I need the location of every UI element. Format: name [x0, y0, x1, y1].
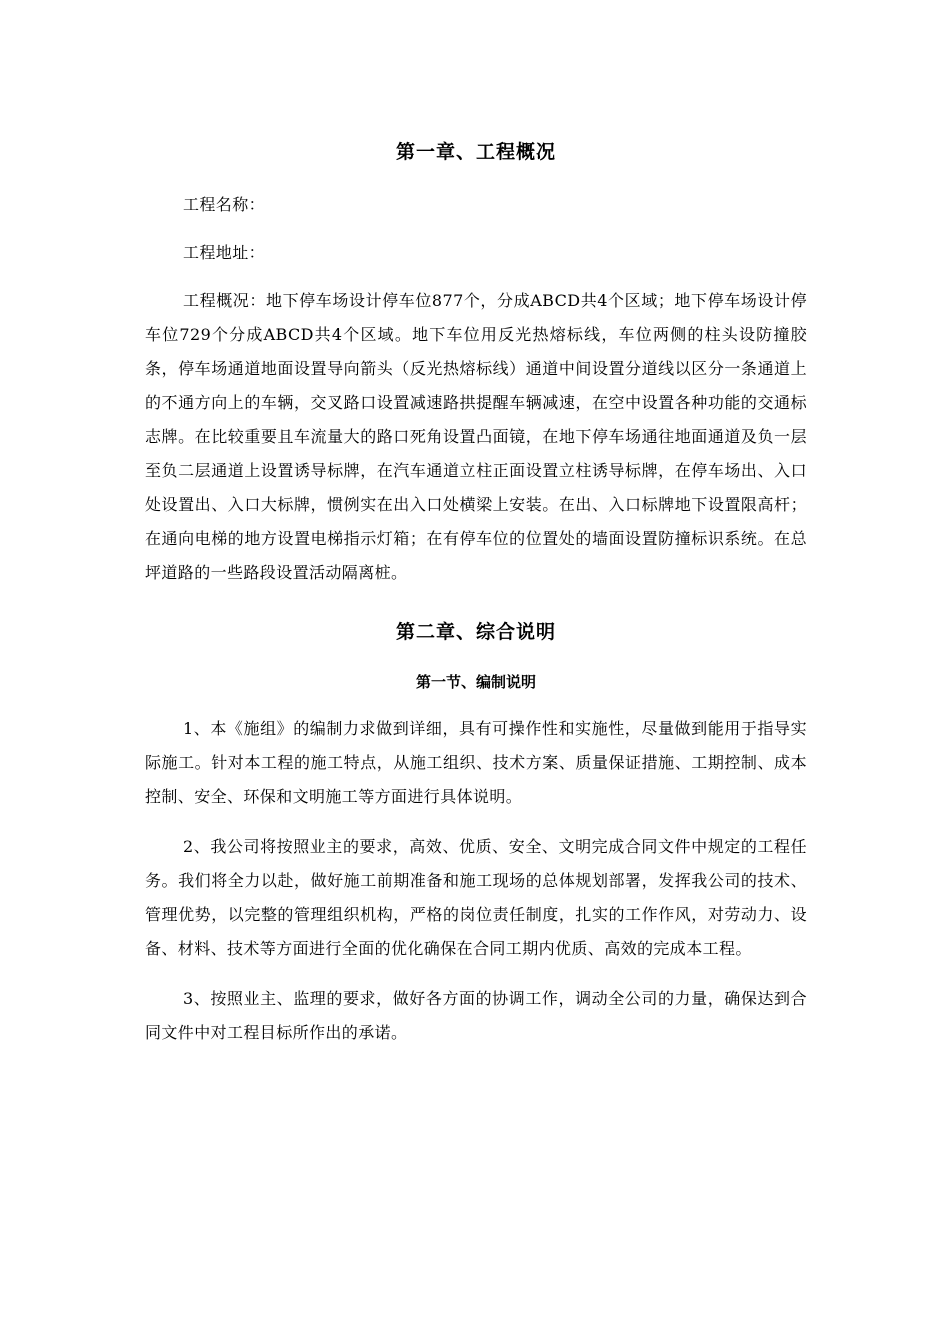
section-1-paragraph-3: 3、按照业主、监理的要求，做好各方面的协调工作，调动全公司的力量，确保达到合同文件中对工程目标所作出的承诺。	[145, 989, 807, 1042]
project-overview-paragraph: 工程概况：地下停车场设计停车位877个，分成ABCD共4个区域；地下停车场设计停车位729个分成ABCD共4个区域。地下车位用反光热熔标线，车位两侧的柱头设防撞胶条，停车场通道地面设置导向箭头（反光热熔标线）通道中间设置分道线以区分一条通道上的不通方向上的车辆，交叉路口设置减速路拱提醒车辆减速，在空中设置各种功能的交通标志牌。在比较重要且车流量大的路口死角设置凸面镜，在地下停车场通往地面通道及负一层至负二层通道上设置诱导标牌，在汽车通道立柱正面设置立柱诱导标牌，在停车场出、入口处设置出、入口大标牌，惯例实在出入口处横梁上安装。在出、入口标牌地下设置限高杆；在通向电梯的地方设置电梯指示灯箱；在有停车位的位置处的墙面设置防撞标识系统。在总坪道路的一些路段设置活动隔离桩。	[145, 291, 807, 582]
section-1-paragraph-2: 2、我公司将按照业主的要求，高效、优质、安全、文明完成合同文件中规定的工程任务。我们将全力以赴，做好施工前期准备和施工现场的总体规划部署，发挥我公司的技术、管理优势，以完整的管理组织机构，严格的岗位责任制度，扎实的工作作风，对劳动力、设备、材料、技术等方面进行全面的优化确保在合同工期内优质、高效的完成本工程。	[145, 837, 807, 958]
project-address-field: 工程地址：	[183, 243, 266, 262]
section-1-paragraph-1: 1、本《施组》的编制力求做到详细，具有可操作性和实施性，尽量做到能用于指导实际施工。针对本工程的施工特点，从施工组织、技术方案、质量保证措施、工期控制、成本控制、安全、环保和文明施工等方面进行具体说明。	[145, 719, 807, 806]
project-name-field: 工程名称：	[183, 195, 266, 214]
section-1-title: 第一节、编制说明	[415, 673, 536, 691]
chapter-1-title: 第一章、工程概况	[395, 141, 556, 163]
chapter-2-title: 第二章、综合说明	[395, 621, 556, 643]
